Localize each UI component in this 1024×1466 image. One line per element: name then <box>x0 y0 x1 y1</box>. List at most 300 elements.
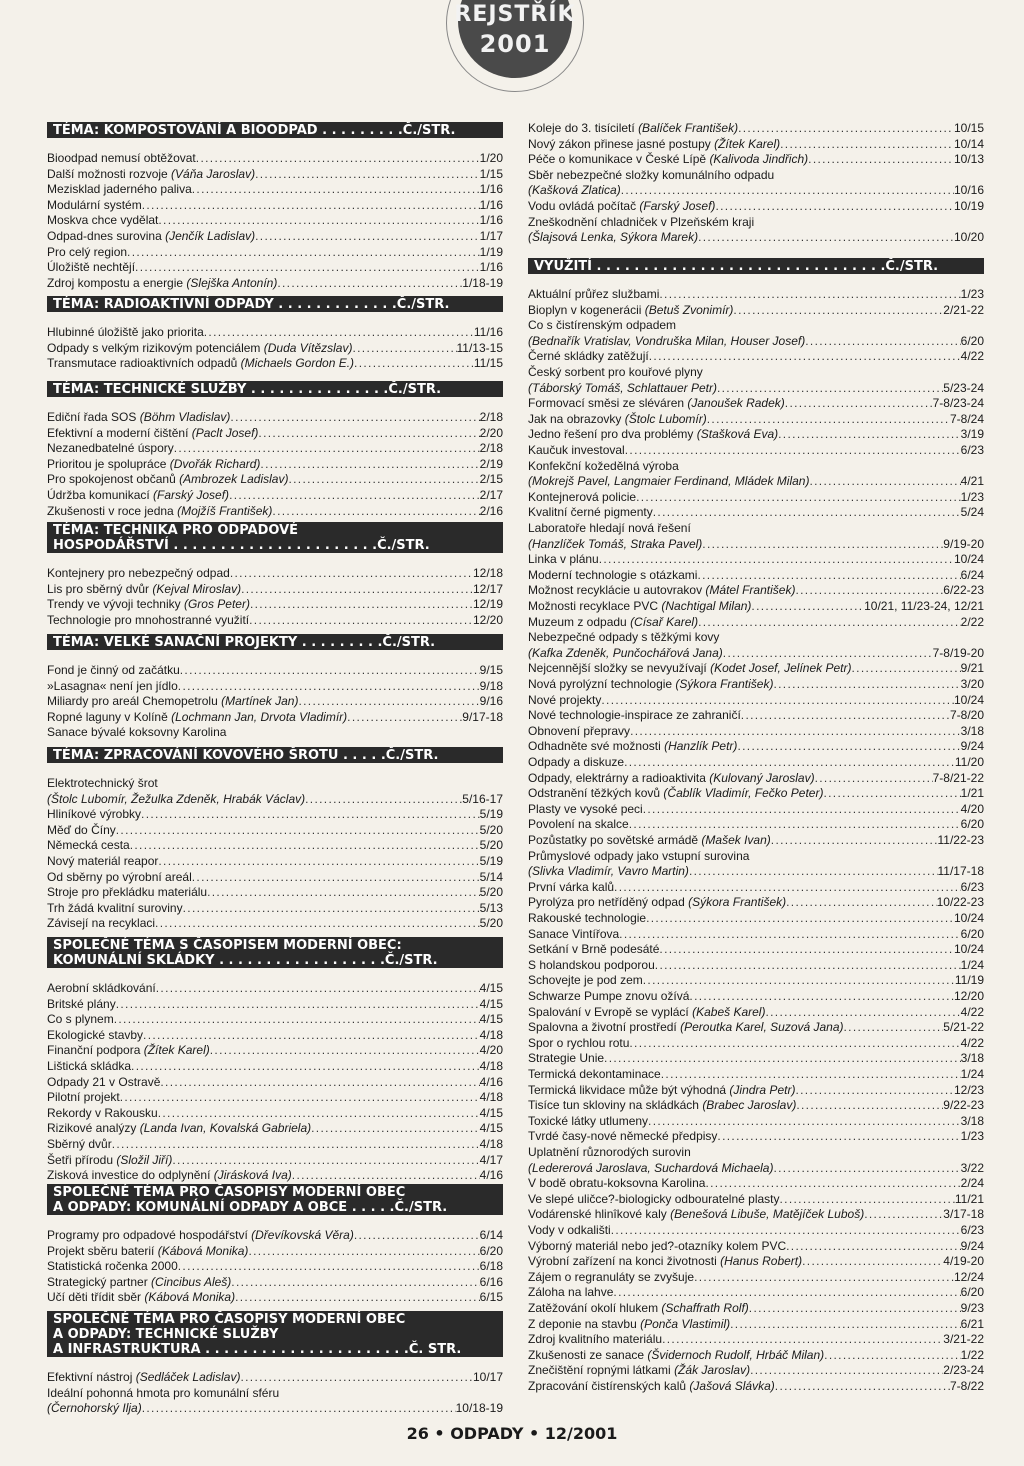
entry-title-text: Rizikové analýzy <box>47 1121 140 1136</box>
leader-dots <box>619 927 960 942</box>
leader-dots <box>702 537 943 552</box>
entry-title <box>528 334 805 349</box>
leader-dots <box>786 895 936 910</box>
entry-page-ref: 1/21 <box>960 786 984 801</box>
index-entry <box>528 537 984 552</box>
leader-dots <box>158 1106 480 1121</box>
leader-dots <box>180 663 480 678</box>
index-entry <box>528 121 984 136</box>
entry-author: (Kábová Monika) <box>144 1290 236 1305</box>
entry-title <box>47 566 230 581</box>
leader-dots <box>723 646 933 661</box>
entry-page-ref: 5/20 <box>479 885 503 900</box>
entry-page-ref: 1/20 <box>479 151 503 165</box>
entry-page-ref: 10/19 <box>953 199 984 213</box>
section-heading-line: HOSPODÁŘSTVÍ . . . . . . . . . . . . . . . . . . . . . .Č./STR. <box>53 538 430 553</box>
entry-page-ref: 1/22 <box>960 1347 984 1362</box>
leader-dots <box>815 771 933 786</box>
entry-title <box>528 215 754 230</box>
index-entry <box>528 1239 984 1254</box>
leader-dots <box>765 1005 960 1020</box>
entry-title-text: Bioplyn v kogenerácii <box>528 302 645 317</box>
entry-title-text: Šetři přírodu <box>47 1152 117 1167</box>
index-entry <box>528 1036 984 1051</box>
leader-dots <box>120 1090 480 1105</box>
entry-title-text: Průmyslové odpady jako vstupní surovina <box>528 848 750 863</box>
entry-page-ref: 4/22 <box>960 1004 984 1019</box>
entry-title-text: Zatěžování okolí hlukem <box>528 1301 662 1315</box>
entry-title <box>528 1051 604 1066</box>
entry-page-ref: 3/21-22 <box>943 1332 984 1347</box>
index-entry <box>528 443 984 458</box>
entry-page-ref: 4/15 <box>479 996 503 1011</box>
section-heading-line: A INFRASTRUKTURA . . . . . . . . . . . . . . . . . . . . . .Č. STR. <box>53 1342 462 1357</box>
index-entry <box>528 152 984 167</box>
entry-author: (Čablík Vladimír, Fečko Peter) <box>663 786 824 801</box>
entry-title <box>47 1043 210 1058</box>
leader-dots <box>196 151 480 166</box>
leader-dots <box>192 870 480 885</box>
index-entry <box>47 198 503 213</box>
entry-page-ref: 10/15 <box>953 121 984 135</box>
index-entry <box>47 341 503 356</box>
index-entry <box>528 973 984 988</box>
index-entry <box>528 287 984 302</box>
entry-title-text: Efektivní a moderní čištění <box>47 425 192 440</box>
index-entry <box>47 213 503 228</box>
entry-title-text: Hlubinné úložiště jako priorita <box>47 325 204 339</box>
entry-title <box>528 630 719 645</box>
entry-page-ref: 7-8/20 <box>949 708 984 723</box>
entry-title-text: Toxické látky utlumeny <box>528 1113 649 1128</box>
entry-title <box>47 260 135 275</box>
entry-title <box>528 927 619 942</box>
entry-title <box>528 152 808 167</box>
leader-dots <box>730 1317 961 1332</box>
leader-dots <box>796 1098 943 1113</box>
badge-title: REJSTŘÍK <box>454 2 576 27</box>
leader-dots <box>864 1207 943 1222</box>
entry-page-ref: 6/24 <box>960 567 984 582</box>
leader-dots <box>183 901 480 916</box>
leader-dots <box>112 1137 480 1152</box>
index-entry <box>528 583 984 598</box>
index-entry <box>528 412 984 427</box>
entry-title-text: Efektivní nástroj <box>47 1370 136 1384</box>
index-entry <box>47 854 503 869</box>
index-entry <box>528 303 984 318</box>
entry-title <box>528 121 738 136</box>
leader-dots <box>116 997 480 1012</box>
entry-author: (Žák Jaroslav) <box>674 1363 751 1378</box>
index-entry <box>528 137 984 152</box>
entry-title <box>47 325 204 340</box>
entry-author: (Váňa Jaroslav) <box>171 166 256 181</box>
index-entry <box>47 426 503 441</box>
entry-page-ref: 10/22-23 <box>936 895 984 910</box>
entry-page-ref: 11/20 <box>954 755 984 769</box>
leader-dots <box>824 1348 960 1363</box>
entry-author: (Jenčík Ladislav) <box>165 229 256 243</box>
entry-page-ref: 12/24 <box>953 1269 984 1284</box>
leader-dots <box>786 1239 961 1254</box>
entry-page-ref: 11/13-15 <box>456 340 503 355</box>
entry-title-text: Zdroj kvalitního materiálu <box>528 1332 663 1347</box>
entry-title-text: Černé skládky zatěžují <box>528 349 649 364</box>
entry-title <box>47 854 158 869</box>
entry-title-text: Výborný materiál nebo jed?-otazníky kolem PVC <box>528 1238 787 1253</box>
entry-title-text: Pyrolýza pro netříděný odpad <box>528 895 689 910</box>
index-entry <box>47 441 503 456</box>
index-entry <box>47 356 503 371</box>
entry-title-text: Údržba komunikací <box>47 488 154 502</box>
entry-title <box>528 1005 765 1020</box>
entry-page-ref: 2/18 <box>479 441 503 456</box>
entry-author: (Kulovaný Jaroslav) <box>709 770 815 785</box>
entry-title <box>528 443 625 458</box>
index-entry <box>528 1254 984 1269</box>
entry-title <box>47 997 116 1012</box>
entry-page-ref: 9/23 <box>960 1301 984 1315</box>
index-entry <box>47 1370 503 1385</box>
index-entry <box>528 989 984 1004</box>
index-entry <box>47 1121 503 1136</box>
entry-author: (Švidernoch Rudolf, Hrbáč Milan) <box>647 1347 825 1362</box>
entry-title <box>528 599 751 614</box>
leader-dots <box>705 1176 960 1191</box>
index-entry <box>528 1005 984 1020</box>
entry-title-text: Pro spokojenost občanů <box>47 472 180 487</box>
entry-title <box>47 1168 292 1183</box>
index-entry <box>47 182 503 197</box>
leader-dots <box>210 1043 480 1058</box>
entry-page-ref: 1/17 <box>479 229 503 243</box>
leader-dots <box>255 167 480 182</box>
index-entry <box>47 1137 503 1152</box>
entry-title-text: Povolení na skalce <box>528 817 629 832</box>
leader-dots <box>298 694 479 709</box>
entry-page-ref: 4/15 <box>479 1105 503 1120</box>
index-entry <box>47 776 503 791</box>
section-heading-line: KOMUNÁLNÍ SKLÁDKY . . . . . . . . . . . . . . . . . .Č./STR. <box>53 953 438 968</box>
leader-dots <box>142 1401 456 1416</box>
index-entry <box>528 739 984 754</box>
entry-page-ref: 6/23 <box>960 1223 984 1237</box>
index-entry <box>47 457 503 472</box>
index-entry <box>47 679 503 694</box>
entry-page-ref: 4/20 <box>479 1043 503 1058</box>
index-entry <box>47 885 503 900</box>
entry-page-ref: 11/16 <box>473 325 503 339</box>
index-entry <box>528 911 984 926</box>
entry-title <box>47 725 226 740</box>
entry-author: (Gros Peter) <box>183 597 250 612</box>
entry-title <box>47 776 158 791</box>
index-entry <box>47 823 503 838</box>
index-entry <box>528 864 984 879</box>
entry-title-text: Lis pro sběrný dvůr <box>47 581 153 596</box>
entry-author: (Janoušek Radek) <box>687 396 785 411</box>
entry-page-ref: 10/13 <box>953 152 984 167</box>
leader-dots <box>255 229 480 244</box>
index-entry <box>528 1176 984 1191</box>
entry-title-text: Konfekční kožedělná výroba <box>528 458 679 473</box>
entry-page-ref: 1/16 <box>479 182 503 197</box>
leader-dots <box>661 1067 961 1082</box>
leader-dots <box>250 597 473 612</box>
entry-page-ref: 4/21 <box>960 474 984 489</box>
index-entry <box>528 1363 984 1378</box>
entry-title <box>47 792 305 807</box>
index-entry <box>528 215 984 230</box>
entry-page-ref: 4/20 <box>960 801 984 816</box>
entry-title-text: »Lasagna« není jen jídlo <box>47 678 178 693</box>
leader-dots <box>305 792 462 807</box>
entry-title <box>528 958 655 973</box>
entry-title-text: Spalování v Evropě se vyplácí <box>528 1004 693 1019</box>
entry-title <box>47 167 255 182</box>
entry-title <box>47 901 183 916</box>
entry-title-text: Z deponie na stavbu <box>528 1316 641 1331</box>
entry-title <box>47 245 127 260</box>
entry-page-ref: 2/23-24 <box>943 1363 984 1378</box>
leader-dots <box>192 182 480 197</box>
entry-page-ref: 10/16 <box>953 183 984 198</box>
entry-title-text: Termická likvidace může být výhodná <box>528 1082 730 1097</box>
index-entry <box>47 1043 503 1058</box>
index-entry <box>528 693 984 708</box>
entry-page-ref: 7-8/22 <box>949 1379 984 1393</box>
entry-page-ref: 9/15 <box>479 663 503 677</box>
entry-author: (Ledererová Jaroslava, Suchardová Michaela) <box>528 1160 774 1175</box>
entry-title-text: Možnost recyklácie u autovrakov <box>528 583 706 598</box>
entry-title <box>47 213 158 228</box>
entry-title-text: Tvrdé časy-nové německé předpisy <box>528 1129 718 1144</box>
entry-page-ref: 5/21-22 <box>943 1020 984 1035</box>
leader-dots <box>636 490 961 505</box>
entry-title-text: Fond je činný od začátku <box>47 663 180 677</box>
entry-title <box>528 817 629 832</box>
index-entry <box>47 613 503 628</box>
entry-title <box>528 739 737 754</box>
entry-title-text: Sběrný dvůr <box>47 1137 112 1151</box>
index-entry <box>47 276 503 291</box>
index-entry <box>528 1348 984 1363</box>
entry-title-text: Závisejí na recyklaci <box>47 916 156 931</box>
section-heading-line: TÉMA: VELKÉ SANAČNÍ PROJEKTY . . . . . . . . .Č./STR. <box>53 635 436 650</box>
entry-author: (Böhm Vladislav) <box>139 410 231 424</box>
index-entry <box>47 807 503 822</box>
entry-author: (Bednařík Vratislav, Vondruška Milan, Houser Josef) <box>528 333 806 348</box>
leader-dots <box>741 708 950 723</box>
entry-author: (Císař Karel) <box>630 614 699 629</box>
entry-author: (Kodet Josef, Jelínek Petr) <box>710 661 852 676</box>
entry-title-text: První várka kalů <box>528 879 615 894</box>
entry-title-text: Strategie Unie <box>528 1051 605 1066</box>
index-entry <box>528 817 984 832</box>
leader-dots <box>659 287 960 302</box>
entry-page-ref: 2/18 <box>479 410 503 424</box>
index-entry <box>528 661 984 676</box>
leader-dots <box>733 303 943 318</box>
index-entry <box>47 901 503 916</box>
entry-title <box>528 230 698 245</box>
entry-title <box>47 457 260 472</box>
entry-author: (Složil Jiří) <box>116 1152 173 1167</box>
entry-title-text: Nebezpečné odpady s těžkými kovy <box>528 630 720 645</box>
entry-page-ref: 7-8/21-22 <box>932 770 984 785</box>
entry-author: (Kejval Miroslav) <box>152 581 242 596</box>
entry-title-text: Spor o rychlou rotu <box>528 1035 630 1050</box>
entry-title <box>528 1223 611 1238</box>
entry-author: (Mašek Ivan) <box>701 833 771 847</box>
entry-title-text: Rakouské technologie <box>528 911 647 925</box>
entry-title <box>528 568 697 583</box>
index-entry <box>528 183 984 198</box>
leader-dots <box>352 341 456 356</box>
entry-title-text: Odpady a diskuze <box>528 755 625 769</box>
entry-page-ref: 7-8/24 <box>949 411 984 426</box>
entry-title <box>528 1098 796 1113</box>
entry-title-text: Jak na obrazovky <box>528 411 625 426</box>
index-entry <box>47 838 503 853</box>
index-entry <box>528 724 984 739</box>
entry-page-ref: 9/24 <box>960 1238 984 1253</box>
entry-page-ref: 6/22-23 <box>943 583 984 598</box>
entry-title <box>47 1370 240 1385</box>
entry-title <box>47 597 250 612</box>
entry-title <box>47 1244 248 1259</box>
leader-dots <box>240 1370 473 1385</box>
index-entry <box>47 792 503 807</box>
index-entry <box>528 521 984 536</box>
leader-dots <box>698 230 954 245</box>
entry-page-ref: 5/14 <box>479 869 503 884</box>
entry-page-ref: 10/17 <box>472 1370 503 1384</box>
entry-title <box>47 1228 354 1243</box>
entry-title-text: Další možnosti rozvoje <box>47 166 172 181</box>
entry-author: (Hanzlíček Tomáš, Straka Pavel) <box>528 536 703 551</box>
leader-dots <box>604 1051 961 1066</box>
entry-title-text: Český sorbent pro kouřové plyny <box>528 365 703 379</box>
entry-page-ref: 12/20 <box>953 989 984 1003</box>
entry-author: (Cincibus Aleš) <box>151 1274 232 1289</box>
leader-dots <box>852 661 961 676</box>
leader-dots <box>643 973 955 988</box>
leader-dots <box>717 1129 960 1144</box>
entry-title-text: Programy pro odpadové hospodářství <box>47 1228 252 1242</box>
entry-title <box>47 679 178 694</box>
entry-title-text: Učí děti třídit sběr <box>47 1290 145 1305</box>
entry-title-text: Projekt sběru baterií <box>47 1243 158 1258</box>
leader-dots <box>288 472 479 487</box>
entry-title-text: Modulární systém <box>47 197 142 212</box>
entry-author: (Žítek Karel) <box>143 1043 210 1058</box>
entry-title-text: Výrobní zařízení na konci životnosti <box>528 1254 721 1269</box>
index-entry <box>47 1106 503 1121</box>
entry-author: (Žítek Karel) <box>714 136 781 151</box>
entry-title-text: Nejcennější složky se nevyužívají <box>528 661 711 676</box>
index-entry <box>528 1067 984 1082</box>
entry-title <box>528 287 659 302</box>
leader-dots <box>659 942 954 957</box>
entry-title-text: V bodě obratu-koksovna Karolina <box>528 1176 706 1191</box>
entry-title <box>47 807 141 822</box>
entry-title-text: Ediční řada SOS <box>47 410 140 424</box>
entry-title-text: Nový materiál reapor <box>47 854 159 868</box>
leader-dots <box>230 566 473 581</box>
entry-title-text: Prioritou je spolupráce <box>47 456 170 471</box>
entry-title <box>528 1114 648 1129</box>
entry-title-text: Elektrotechnický šrot <box>47 776 158 790</box>
entry-title <box>47 276 277 291</box>
entry-page-ref: 2/17 <box>479 488 503 502</box>
index-entry <box>528 552 984 567</box>
entry-title <box>528 989 689 1004</box>
entry-author: (Stašková Eva) <box>696 427 779 442</box>
entry-title-text: Kvalitní černé pigmenty <box>528 505 653 520</box>
entry-page-ref: 12/23 <box>953 1082 984 1097</box>
entry-title <box>528 505 653 520</box>
index-entry <box>528 755 984 770</box>
entry-author: (Jašová Slávka) <box>689 1379 775 1393</box>
entry-title <box>47 182 192 197</box>
entry-author: (Peroutka Karel, Suzová Jana) <box>680 1020 844 1035</box>
entry-title-text: Odpad-dnes surovina <box>47 229 166 243</box>
entry-title <box>528 973 643 988</box>
entry-title <box>528 1020 844 1035</box>
entry-title <box>528 459 679 474</box>
entry-title <box>47 356 354 371</box>
entry-title <box>528 183 621 198</box>
index-entry <box>528 942 984 957</box>
leader-dots <box>773 1161 960 1176</box>
entry-title-text: Spalovna a životní prostředí <box>528 1020 681 1035</box>
section-heading <box>528 258 984 274</box>
index-entry <box>528 958 984 973</box>
entry-page-ref: 2/15 <box>479 472 503 487</box>
entry-page-ref: 11/22-23 <box>937 833 984 847</box>
index-entry <box>528 849 984 864</box>
entry-title-text: Schwarze Pumpe znovu ožívá <box>528 989 690 1003</box>
leader-dots <box>158 213 479 228</box>
entry-page-ref: 9/22-23 <box>943 1098 984 1113</box>
index-entry <box>528 396 984 411</box>
index-entry <box>528 1207 984 1222</box>
entry-title <box>47 151 196 166</box>
entry-page-ref: 5/19 <box>479 807 503 822</box>
entry-title-text: Koleje do 3. tisíciletí <box>528 121 639 135</box>
entry-title-text: Od sběrny po výrobní areál <box>47 869 192 884</box>
entry-page-ref: 2/16 <box>479 503 503 518</box>
entry-title <box>47 1106 158 1121</box>
entry-page-ref: 10/24 <box>953 942 984 957</box>
entry-title-text: Ekologické stavby <box>47 1027 144 1042</box>
entry-author: (Kalivoda Jindřich) <box>709 152 809 167</box>
entry-author: (Šlajsová Lenka, Sýkora Marek) <box>528 230 699 245</box>
entry-title <box>528 833 771 848</box>
entry-title-text: Aktuální průřez službami <box>528 287 660 301</box>
entry-page-ref: 3/18 <box>960 723 984 738</box>
index-entry <box>47 245 503 260</box>
section-heading <box>47 296 503 312</box>
entry-title-text: Laboratoře hledají nová řešení <box>528 521 691 535</box>
entry-title <box>528 552 599 567</box>
entry-page-ref: 6/18 <box>479 1259 503 1274</box>
entry-author: (Dřevíkovská Věra) <box>251 1228 354 1242</box>
entry-page-ref: 6/20 <box>960 926 984 941</box>
index-entry <box>528 1317 984 1332</box>
